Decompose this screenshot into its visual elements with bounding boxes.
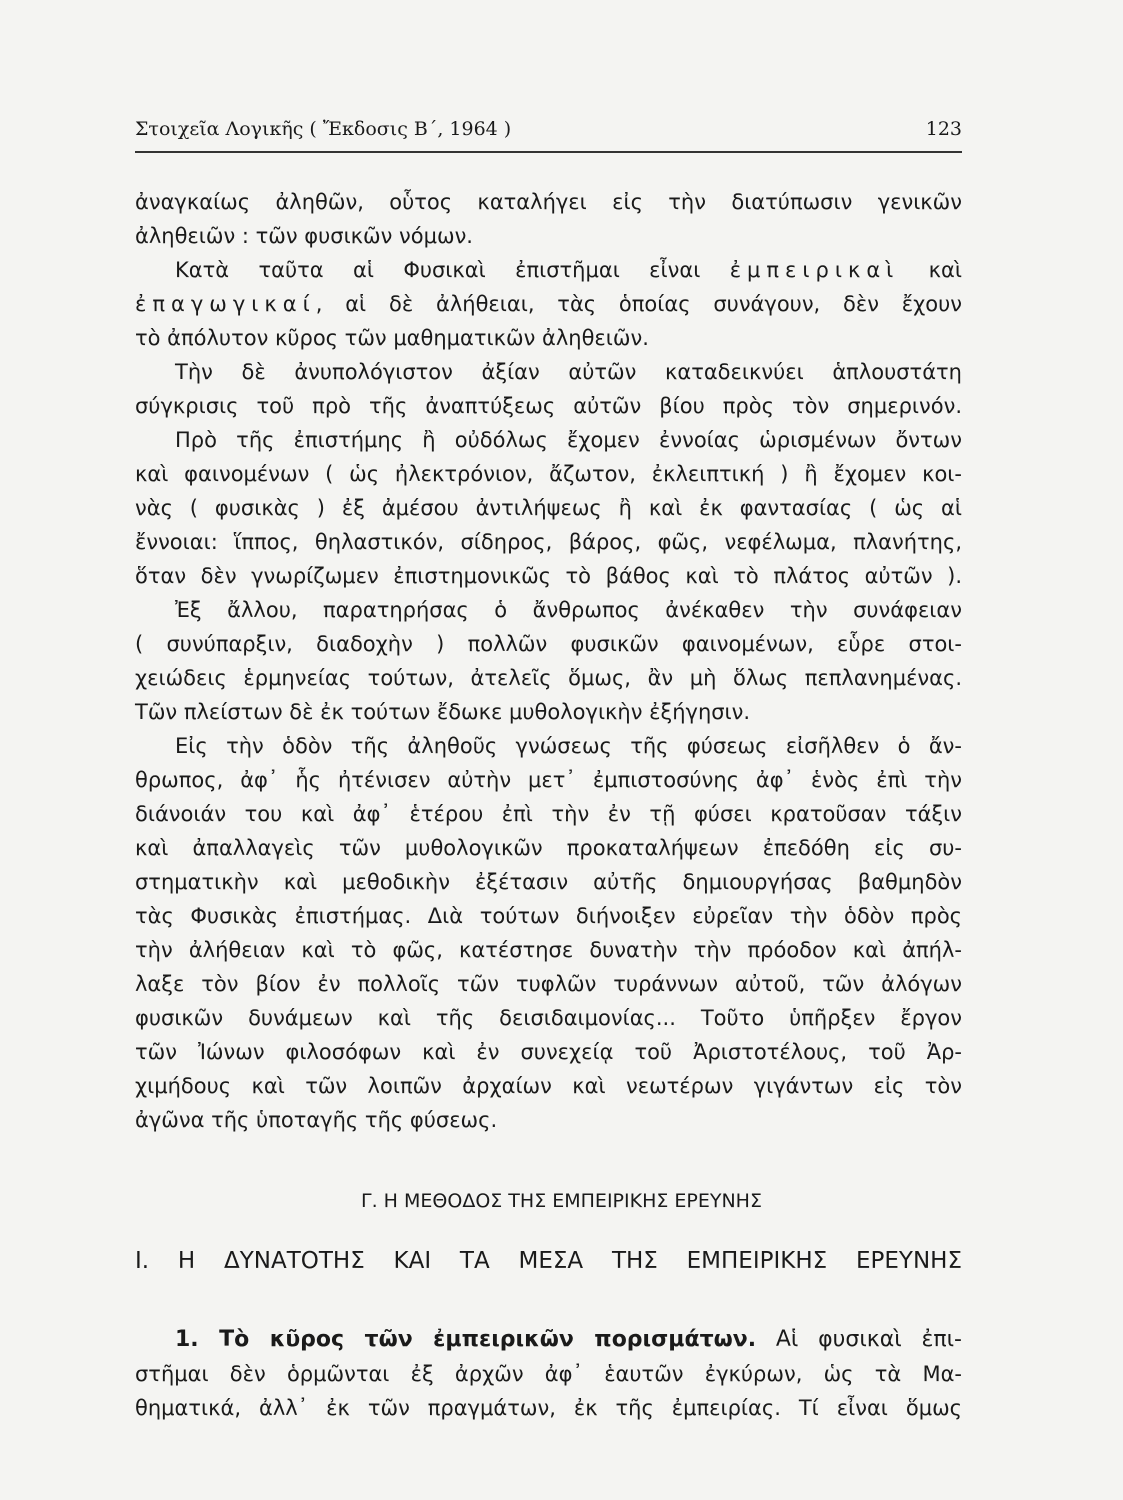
text-line: ἀναγκαίως ἀληθῶν, οὗτος καταλήγει εἰς τὴν διατύπωσιν γενικῶν <box>135 190 962 214</box>
subsection-heading: 1. Τὸ κῦρος τῶν ἐμπειρικῶν πορισμάτων. <box>175 1327 757 1352</box>
text-line: τὴν ἀλήθειαν καὶ τὸ φῶς, κατέστησε δυνατὴν τὴν πρόοδον καὶ ἀπήλ- <box>135 938 962 962</box>
text-line: χειώδεις ἑρμηνείας τούτων, ἀτελεῖς ὅμως, ἂν μὴ ὅλως πεπλανημένας. <box>135 666 962 690</box>
text-line: στηματικὴν καὶ μεθοδικὴν ἐξέτασιν αὐτῆς δημιουργήσας βαθμηδὸν <box>135 870 962 894</box>
emphasized-word: ἐπαγωγικαί <box>135 292 316 316</box>
text-line: διάνοιάν του καὶ ἀφ᾽ ἑτέρου ἐπὶ τὴν ἐν τῇ φύσει κρατοῦσαν τάξιν <box>135 802 962 826</box>
text-line: Τῶν πλείστων δὲ ἐκ τούτων ἔδωκε μυθολογικὴν ἐξήγησιν. <box>135 700 751 724</box>
chapter-heading: I. Η ΔΥΝΑΤΟΤΗΣ ΚΑΙ ΤΑ ΜΕΣΑ ΤΗΣ ΕΜΠΕΙΡΙΚΗΣ ΕΡΕΥΝΗΣ <box>135 1248 962 1274</box>
text-line <box>175 1326 962 1354</box>
text-span: Κατὰ ταῦτα αἱ Φυσικαὶ ἐπιστῆμαι εἶναι <box>175 258 730 282</box>
page-number: 123 <box>925 118 962 140</box>
text-line: ἀληθειῶν : τῶν φυσικῶν νόμων. <box>135 224 473 248</box>
text-line: τὸ ἀπόλυτον κῦρος τῶν μαθηματικῶν ἀληθειῶν. <box>135 326 649 350</box>
emphasized-word: ἐμπειρικαὶ <box>729 258 900 282</box>
header-rule <box>135 151 962 153</box>
text-line: ἀγῶνα τῆς ὑποταγῆς τῆς φύσεως. <box>135 1108 498 1132</box>
text-line: τὰς Φυσικὰς ἐπιστήμας. Διὰ τούτων διήνοιξεν εὐρεῖαν τὴν ὁδὸν πρὸς <box>135 904 962 928</box>
text-line: θηματικά, ἀλλ᾽ ἐκ τῶν πραγμάτων, ἐκ τῆς ἐμπειρίας. Τί εἶναι ὅμως <box>135 1396 962 1420</box>
text-line: θρωπος, ἀφ᾽ ἧς ἠτένισεν αὐτὴν μετ᾽ ἐμπιστοσύνης ἀφ᾽ ἑνὸς ἐπὶ τὴν <box>135 768 962 792</box>
running-header <box>135 118 962 142</box>
text-line: καὶ φαινομένων ( ὡς ἠλεκτρόνιον, ἄζωτον, ἐκλειπτική ) ἢ ἔχομεν κοι- <box>135 462 962 486</box>
text-line: ἔννοιαι: ἵππος, θηλαστικόν, σίδηρος, βάρος, φῶς, νεφέλωμα, πλανήτης, <box>135 530 962 554</box>
text-span: καὶ <box>899 258 962 282</box>
section-heading: Γ. Η ΜΕΘΟΔΟΣ ΤΗΣ ΕΜΠΕΙΡΙΚΗΣ ΕΡΕΥΝΗΣ <box>361 1190 762 1212</box>
text-line: νὰς ( φυσικὰς ) ἐξ ἀμέσου ἀντιλήψεως ἢ καὶ ἐκ φαντασίας ( ὡς αἱ <box>135 496 962 520</box>
text-line: Εἰς τὴν ὁδὸν τῆς ἀληθοῦς γνώσεως τῆς φύσεως εἰσῆλθεν ὁ ἄν- <box>175 734 962 758</box>
text-line: στῆμαι δὲν ὁρμῶνται ἐξ ἀρχῶν ἀφ᾽ ἑαυτῶν ἐγκύρων, ὡς τὰ Μα- <box>135 1362 962 1386</box>
text-line: ( συνύπαρξιν, διαδοχὴν ) πολλῶν φυσικῶν φαινομένων, εὗρε στοι- <box>135 632 962 656</box>
text-line: σύγκρισις τοῦ πρὸ τῆς ἀναπτύξεως αὐτῶν βίου πρὸς τὸν σημερινόν. <box>135 394 962 418</box>
text-line: Τὴν δὲ ἀνυπολόγιστον ἀξίαν αὐτῶν καταδεικνύει ἁπλουστάτη <box>175 360 962 384</box>
text-line: φυσικῶν δυνάμεων καὶ τῆς δεισιδαιμονίας... Τοῦτο ὑπῆρξεν ἔργον <box>135 1006 962 1030</box>
text-span: , αἱ δὲ ἀλήθειαι, τὰς ὁποίας συνάγουν, δὲν ἔχουν <box>315 292 962 316</box>
text-line: τῶν Ἰώνων φιλοσόφων καὶ ἐν συνεχείᾳ τοῦ Ἀριστοτέλους, τοῦ Ἀρ- <box>135 1040 962 1064</box>
text-line: ὅταν δὲν γνωρίζωμεν ἐπιστημονικῶς τὸ βάθος καὶ τὸ πλάτος αὐτῶν ). <box>135 564 962 588</box>
text-line <box>135 290 962 318</box>
text-line: Ἐξ ἄλλου, παρατηρήσας ὁ ἄνθρωπος ἀνέκαθεν τὴν συνάφειαν <box>175 598 962 622</box>
text-line: καὶ ἀπαλλαγεὶς τῶν μυθολογικῶν προκαταλήψεων ἐπεδόθη εἰς συ- <box>135 836 962 860</box>
text-span: Αἱ φυσικαὶ ἐπι- <box>756 1327 962 1352</box>
text-line: Πρὸ τῆς ἐπιστήμης ἢ οὐδόλως ἔχομεν ἐννοίας ὡρισμένων ὄντων <box>175 428 962 452</box>
text-line <box>175 256 962 284</box>
running-title: Στοιχεῖα Λογικῆς ( Ἔκδοσις Β΄, 1964 ) <box>135 118 512 140</box>
text-line: λαξε τὸν βίον ἐν πολλοῖς τῶν τυφλῶν τυράννων αὐτοῦ, τῶν ἀλόγων <box>135 972 962 996</box>
text-line: χιμήδους καὶ τῶν λοιπῶν ἀρχαίων καὶ νεωτέρων γιγάντων εἰς τὸν <box>135 1074 962 1098</box>
